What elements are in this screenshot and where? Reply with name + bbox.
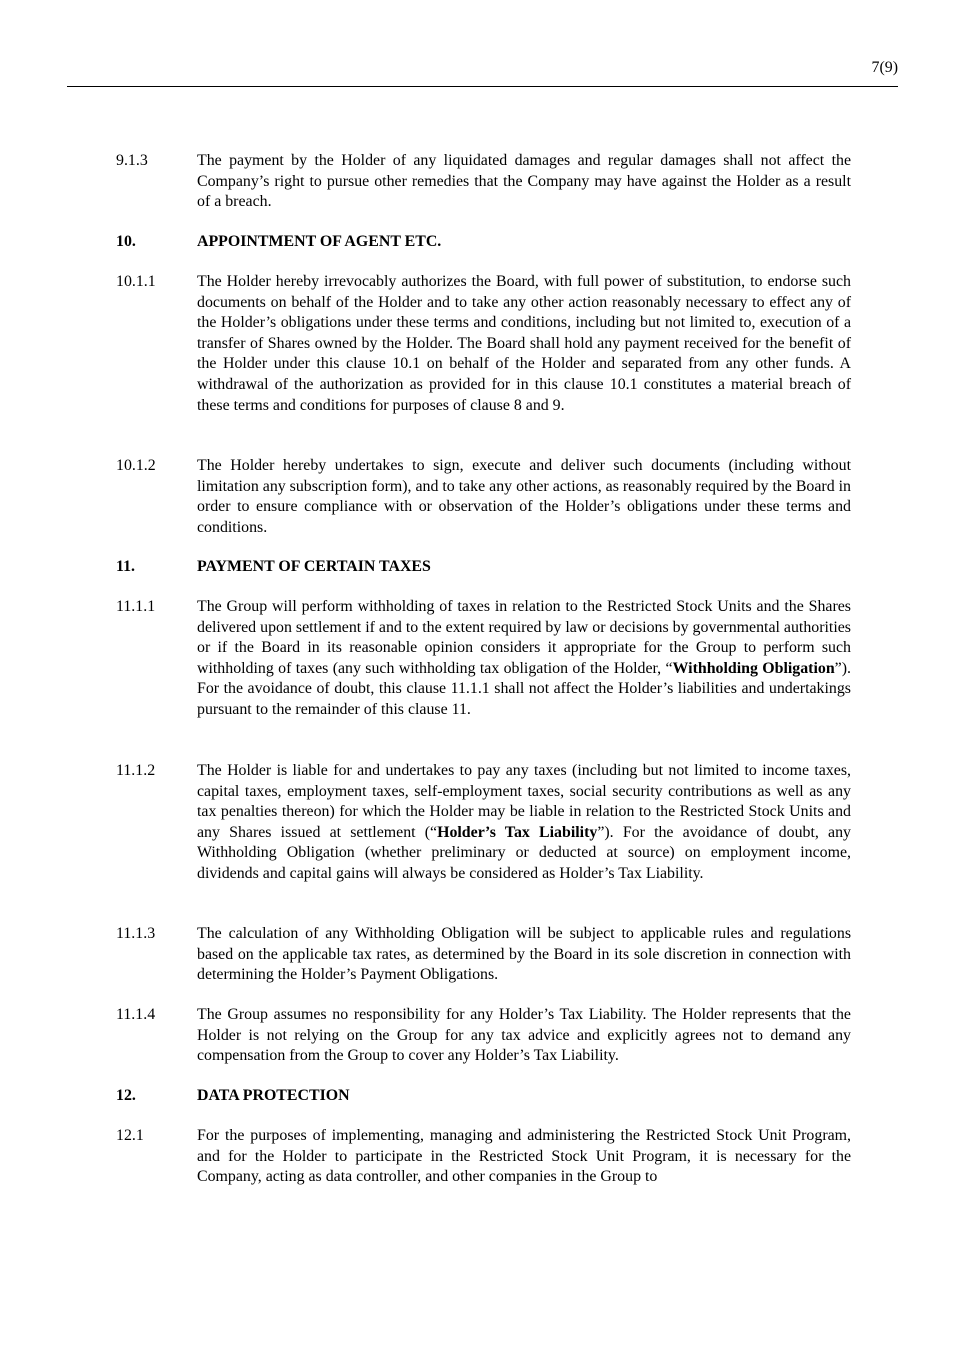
clause-number: 10.1.1: [116, 273, 156, 290]
clause-text: The payment by the Holder of any liquidated damages and regular damages shall not affect the Company’s right to pursue other remedies that the Company may have against the Holder as a result of a breach.: [197, 152, 851, 211]
clause-text: For the purposes of implementing, managing and administering the Restricted Stock Unit Program, and for the Holder to participate in the Restricted Stock Unit Program, it is necessary for the Company, acting as data controller, and other companies in the Group to: [197, 1127, 851, 1186]
defined-term: Withholding Obligation: [672, 659, 835, 677]
clause-text-part: ”). For the avoidance of doubt, any Withholding Obligation (whether preliminary or deducted at source) on employment income, dividends and capital gains will always be considered as Holder’s Tax Liability.: [197, 823, 851, 882]
clause-11-1-2: [116, 761, 851, 885]
clause-11-1-4: [116, 1005, 851, 1067]
section-number: 12.: [116, 1087, 136, 1104]
defined-term: Holder’s Tax Liability: [437, 823, 598, 841]
clause-number: 11.1.4: [116, 1006, 156, 1023]
section-title: PAYMENT OF CERTAIN TAXES: [197, 558, 431, 575]
page-number: 7(9): [871, 59, 898, 76]
clause-text: The Holder hereby irrevocably authorizes the Board, with full power of substitution, to endorse such documents on behalf of the Holder and to take any other action reasonably necessary to effect any of the Holder’s obligations under these terms and conditions, including but not limited to, execution of a transfer of Shares owned by the Holder. The Board shall hold any payment received for the benefit of the Holder under this clause 10.1 on behalf of the Holder and separated from any other funds. A withdrawal of the authorization as provided for in this clause 10.1 constitutes a material breach of these terms and conditions for purposes of clause 8 and 9.: [197, 273, 851, 414]
clause-text: [197, 597, 851, 721]
section-heading-11: [116, 557, 851, 578]
clause-number: 10.1.2: [116, 457, 156, 474]
clause-text-part: The Group will perform withholding of taxes in relation to the Restricted Stock Units and the Shares delivered upon settlement if and to the extent required by law or decisions by governmental authorities or if the Board in its reasonable opinion considers it appropriate for the Group to perform such withholding of taxes (any such withholding tax obligation of the Holder, “: [197, 598, 851, 677]
section-heading-12: [116, 1086, 851, 1107]
clause-11-1-1: [116, 597, 851, 721]
clause-text: [197, 761, 851, 885]
clause-number: 11.1.1: [116, 598, 156, 615]
clause-number: 11.1.2: [116, 762, 156, 779]
clause-number: 9.1.3: [116, 152, 148, 169]
clause-number: 12.1: [116, 1127, 144, 1144]
clause-12-1: [116, 1126, 851, 1188]
clause-9-1-3: [116, 151, 851, 213]
clause-10-1-2: [116, 456, 851, 538]
clause-10-1-1: [116, 272, 851, 416]
section-title: APPOINTMENT OF AGENT ETC.: [197, 233, 442, 250]
clause-number: 11.1.3: [116, 925, 156, 942]
section-heading-10: [116, 232, 851, 253]
section-title: DATA PROTECTION: [197, 1087, 350, 1104]
section-number: 10.: [116, 233, 136, 250]
header-rule: [67, 86, 898, 87]
clause-text: The Holder hereby undertakes to sign, execute and deliver such documents (including without limitation any subscription form), and to take any other actions, as reasonably required by the Board in order to ensure compliance with or observation of the Holder’s obligations under these terms and conditions.: [197, 457, 851, 536]
clause-text: The calculation of any Withholding Obligation will be subject to applicable rules and regulations based on the applicable tax rates, as determined by the Board in its sole discretion in connection with determining the Holder’s Payment Obligations.: [197, 925, 851, 984]
section-number: 11.: [116, 558, 135, 575]
clause-11-1-3: [116, 924, 851, 986]
clause-text: The Group assumes no responsibility for any Holder’s Tax Liability. The Holder represents that the Holder is not relying on the Group for any tax advice and explicitly agrees not to demand any compensation from the Group to cover any Holder’s Tax Liability.: [197, 1006, 851, 1065]
clause-text-part: ”). For the avoidance of doubt, this clause 11.1.1 shall not affect the Holder’s liabilities and undertakings pursuant to the remainder of this clause 11.: [197, 659, 851, 718]
clause-text-part: The Holder is liable for and undertakes to pay any taxes (including but not limited to income taxes, capital taxes, employment taxes, self-employment taxes, social security contributions as well as any tax penalties thereon) for which the Holder may be liable in relation to the Restricted Stock Units and any Shares issued at settlement (“: [197, 762, 851, 841]
